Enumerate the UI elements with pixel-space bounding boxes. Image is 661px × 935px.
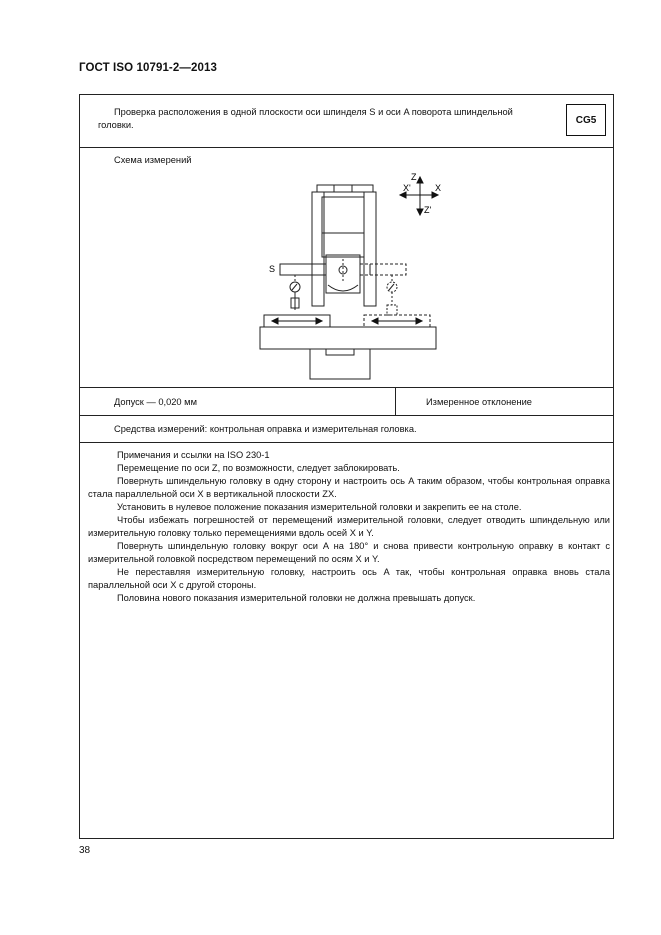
document-header: ГОСТ ISO 10791-2—2013 — [79, 62, 217, 74]
z-axis-label: Z — [411, 173, 417, 182]
notes-section — [88, 449, 610, 605]
right-column — [364, 192, 376, 306]
notes-paragraph: Перемещение по оси Z, по возможности, следует заблокировать. — [117, 463, 400, 473]
test-arbor-left — [280, 264, 326, 275]
row-divider — [80, 442, 613, 443]
test-code-badge: CG5 — [566, 104, 606, 136]
diagram-caption: Схема измерений — [114, 155, 192, 165]
z-prime-axis-label: Z' — [424, 205, 432, 215]
head-top — [317, 185, 373, 192]
test-sheet-frame — [79, 94, 614, 839]
tolerance-label: Допуск — 0,020 мм — [114, 397, 197, 407]
notes-paragraph: Не переставляя измерительную головку, настроить ось A так, чтобы контрольная оправка вновь стала параллельной оси X с другой стороны. — [88, 567, 610, 590]
spindle-body — [322, 197, 364, 257]
measured-deviation-label: Измеренное отклонение — [426, 397, 532, 407]
notes-paragraph: Половина нового показания измерительной головки не должна превышать допуск. — [117, 593, 476, 603]
notes-paragraph: Установить в нулевое положение показания измерительной головки и закрепить ее на столе. — [117, 502, 522, 512]
notes-heading: Примечания и ссылки на ISO 230-1 — [117, 450, 270, 460]
x-prime-axis-label: X' — [403, 183, 411, 193]
notes-paragraph: Повернуть шпиндельную головку в одну сторону и настроить ось A таким образом, чтобы контрольная оправка стала параллельной оси X в вертикальной плоскости ZX. — [88, 476, 610, 499]
row-divider — [80, 147, 613, 148]
row-divider — [80, 387, 613, 388]
notes-paragraph: Чтобы избежать погрешностей от перемещений измерительной головки, следует отводить шпиндельную или измерительную головку только перемещениями вдоль осей X и Y. — [88, 515, 610, 538]
column-divider — [395, 387, 396, 415]
test-description: Проверка расположения в одной плоскости оси шпинделя S и оси A поворота шпиндельной головки. — [98, 107, 513, 130]
measuring-instruments: Средства измерений: контрольная оправка и измерительная головка. — [114, 424, 417, 434]
x-axis-label: X — [435, 183, 442, 193]
table-base — [310, 349, 370, 379]
measurement-diagram — [252, 173, 442, 381]
test-arbor-right — [360, 264, 406, 275]
page-number: 38 — [79, 845, 91, 856]
machine-table — [260, 327, 436, 349]
spindle-axis-label: S — [269, 264, 276, 274]
row-divider — [80, 415, 613, 416]
notes-paragraph: Повернуть шпиндельную головку вокруг оси A на 180° и снова привести контрольную оправку в контакт с измерительной головкой посредством перемещений по осям X и Y. — [88, 541, 610, 564]
